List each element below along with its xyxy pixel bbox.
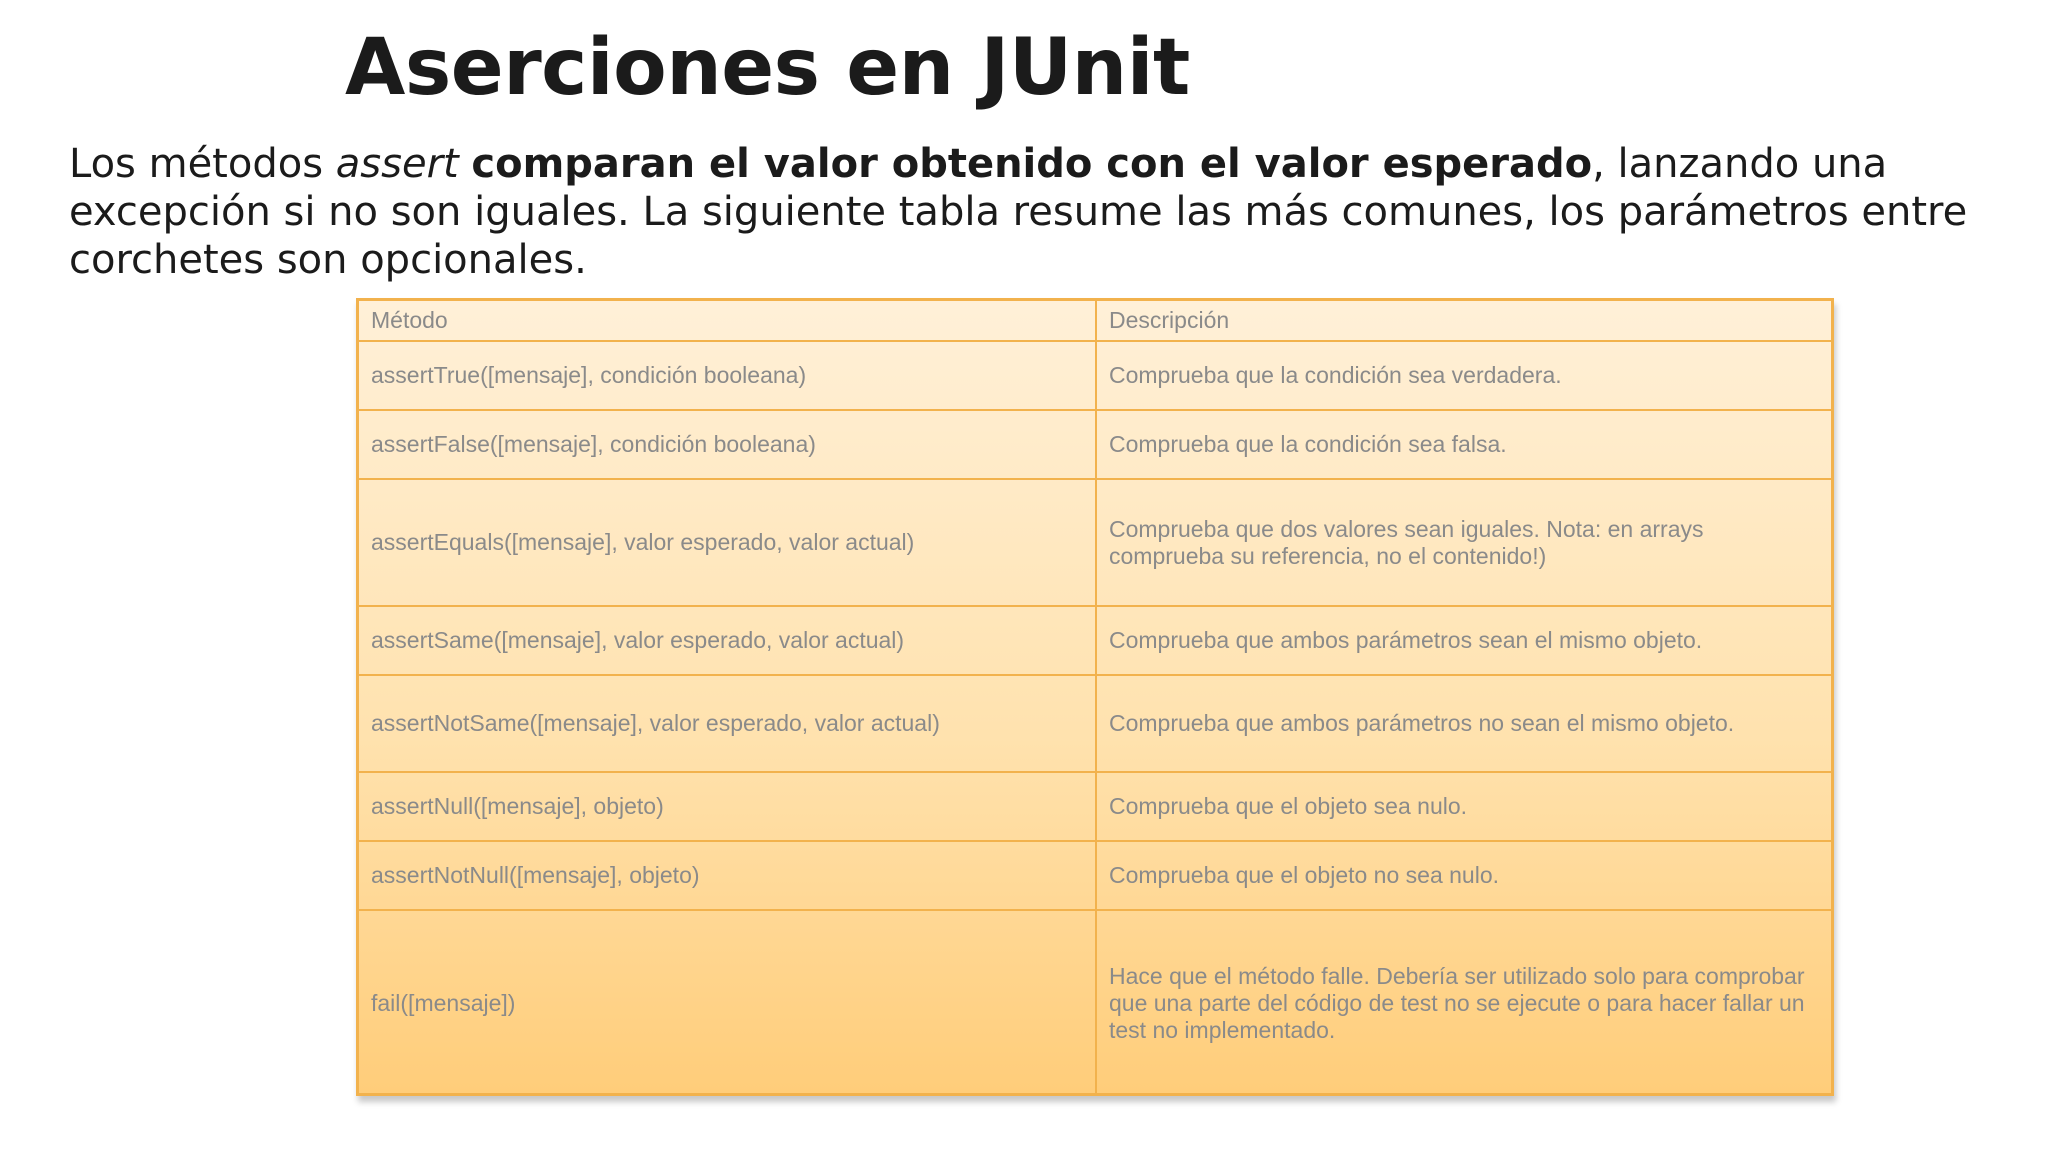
table-row <box>359 606 1831 675</box>
description-cell: Comprueba que el objeto sea nulo. <box>1096 772 1831 841</box>
table-row <box>359 479 1831 606</box>
table-row <box>359 341 1831 410</box>
method-cell: fail([mensaje]) <box>359 910 1096 1095</box>
intro-text-space <box>459 141 472 187</box>
description-cell: Hace que el método falle. Debería ser utilizado solo para comprobar que una parte del código de test no se ejecute o para hacer fallar un test no implementado. <box>1096 910 1831 1095</box>
intro-paragraph <box>69 140 1999 284</box>
intro-text-1: Los métodos <box>69 141 336 187</box>
description-cell: Comprueba que la condición sea falsa. <box>1096 410 1831 479</box>
method-cell: assertNull([mensaje], objeto) <box>359 772 1096 841</box>
description-cell: Comprueba que la condición sea verdadera. <box>1096 341 1831 410</box>
table-row <box>359 910 1831 1095</box>
intro-text-bold: comparan el valor obtenido con el valor esperado <box>471 141 1593 187</box>
slide-title: Aserciones en JUnit <box>345 23 1190 113</box>
method-cell: assertEquals([mensaje], valor esperado, valor actual) <box>359 479 1096 606</box>
table-header-row <box>359 301 1831 341</box>
description-cell: Comprueba que dos valores sean iguales. Nota: en arrays comprueba su referencia, no el contenido!) <box>1096 479 1831 606</box>
method-cell: assertSame([mensaje], valor esperado, valor actual) <box>359 606 1096 675</box>
header-description: Descripción <box>1096 301 1831 341</box>
description-cell: Comprueba que ambos parámetros sean el mismo objeto. <box>1096 606 1831 675</box>
table-row <box>359 410 1831 479</box>
table-row <box>359 675 1831 772</box>
method-cell: assertTrue([mensaje], condición booleana) <box>359 341 1096 410</box>
intro-text-italic: assert <box>335 141 459 187</box>
table-row <box>359 772 1831 841</box>
description-cell: Comprueba que el objeto no sea nulo. <box>1096 841 1831 910</box>
assertions-table-container <box>356 298 1834 1096</box>
method-cell: assertNotSame([mensaje], valor esperado, valor actual) <box>359 675 1096 772</box>
method-cell: assertFalse([mensaje], condición booleana) <box>359 410 1096 479</box>
method-cell: assertNotNull([mensaje], objeto) <box>359 841 1096 910</box>
description-cell: Comprueba que ambos parámetros no sean el mismo objeto. <box>1096 675 1831 772</box>
table-row <box>359 841 1831 910</box>
intro-text-rest: , lanzando una excepción si no son iguales. La siguiente tabla resume las más comunes, los parámetros entre corchetes son opcionales. <box>69 141 1968 283</box>
assertions-table <box>359 301 1831 1095</box>
header-method: Método <box>359 301 1096 341</box>
